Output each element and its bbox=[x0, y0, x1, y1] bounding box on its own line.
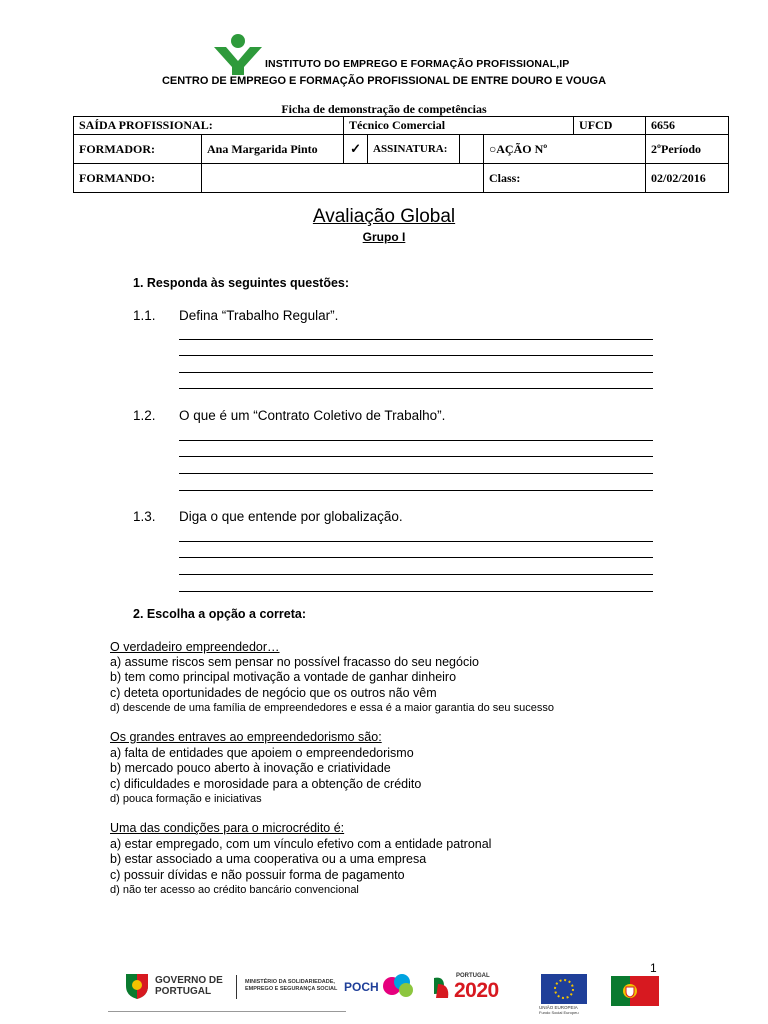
checkmark-cell bbox=[344, 135, 368, 164]
info-table bbox=[73, 116, 729, 193]
answer-line[interactable] bbox=[179, 591, 653, 592]
poch-graphic-icon bbox=[380, 972, 420, 1000]
question-number: 1.3. bbox=[133, 509, 156, 524]
formador-value: Ana Margarida Pinto bbox=[202, 135, 344, 164]
question-stem: Os grandes entraves ao empreendedorismo são: bbox=[110, 730, 382, 744]
question-text: Defina “Trabalho Regular”. bbox=[179, 308, 339, 323]
option-a[interactable]: a) estar empregado, com um vínculo efetivo com a entidade patronal bbox=[110, 837, 492, 851]
portugal-shield-icon bbox=[124, 972, 150, 1000]
saida-label: SAÍDA PROFISSIONAL: bbox=[74, 117, 344, 135]
footer-divider bbox=[236, 975, 237, 999]
date-value: 02/02/2016 bbox=[646, 164, 729, 193]
answer-line[interactable] bbox=[179, 574, 653, 575]
circle-icon: ○ bbox=[489, 141, 497, 156]
option-d[interactable]: d) não ter acesso ao crédito bancário convencional bbox=[110, 884, 359, 896]
option-d[interactable]: d) pouca formação e iniciativas bbox=[110, 793, 262, 805]
answer-line[interactable] bbox=[179, 388, 653, 389]
question-number: 1.1. bbox=[133, 308, 156, 323]
ufcd-label: UFCD bbox=[574, 117, 646, 135]
answer-line[interactable] bbox=[179, 557, 653, 558]
question-stem: Uma das condições para o microcrédito é: bbox=[110, 821, 345, 835]
iefp-logo-icon bbox=[210, 33, 266, 77]
answer-line[interactable] bbox=[179, 372, 653, 373]
formando-field[interactable] bbox=[202, 164, 484, 193]
option-c[interactable]: c) possuir dívidas e não possuir forma de pagamento bbox=[110, 868, 405, 882]
page-subtitle: Grupo I bbox=[362, 230, 406, 244]
page-number: 1 bbox=[650, 961, 657, 975]
portugal-2020-logo: PORTUGAL 2020 bbox=[430, 972, 524, 1002]
p2020-mark-icon bbox=[430, 974, 452, 1002]
answer-line[interactable] bbox=[179, 440, 653, 441]
page-title: Avaliação Global bbox=[312, 206, 456, 227]
option-c[interactable]: c) dificuldades e morosidade para a obtenção de crédito bbox=[110, 777, 422, 791]
option-b[interactable]: b) estar associado a uma cooperativa ou a uma empresa bbox=[110, 852, 427, 866]
institute-name: INSTITUTO DO EMPREGO E FORMAÇÃO PROFISSIONAL,IP bbox=[265, 58, 570, 70]
answer-line[interactable] bbox=[179, 473, 653, 474]
answer-line[interactable] bbox=[179, 541, 653, 542]
ficha-title: Ficha de demonstração de competências bbox=[281, 102, 487, 116]
checkmark-icon: ✓ bbox=[350, 141, 361, 156]
eu-flag-icon bbox=[541, 974, 587, 1004]
question-number: 1.2. bbox=[133, 408, 156, 423]
question-stem: O verdadeiro empreendedor… bbox=[110, 640, 280, 654]
formador-label: FORMADOR: bbox=[74, 135, 202, 164]
centro-name: CENTRO DE EMPREGO E FORMAÇÃO PROFISSIONAL DE ENTRE DOURO E VOUGA bbox=[161, 75, 607, 87]
option-a[interactable]: a) falta de entidades que apoiem o empreendedorismo bbox=[110, 746, 414, 760]
eu-logo: UNIÃO EUROPEIA Fundo Social Europeu bbox=[539, 974, 601, 1014]
ministerio-text: MINISTÉRIO DA SOLIDARIEDADE, EMPREGO E SEGURANÇA SOCIAL bbox=[245, 979, 338, 992]
option-b[interactable]: b) tem como principal motivação a vontade de ganhar dinheiro bbox=[110, 670, 457, 684]
answer-line[interactable] bbox=[179, 490, 653, 491]
option-d[interactable]: d) descende de uma família de empreendedores e essa é a maior garantia do seu sucesso bbox=[110, 702, 554, 714]
answer-line[interactable] bbox=[179, 456, 653, 457]
governo-portugal-logo bbox=[124, 972, 234, 1002]
answer-line[interactable] bbox=[179, 355, 653, 356]
acao-label: ○AÇÃO Nº bbox=[484, 135, 646, 164]
question-text: O que é um “Contrato Coletivo de Trabalho”. bbox=[179, 408, 446, 423]
option-a[interactable]: a) assume riscos sem pensar no possível fracasso do seu negócio bbox=[110, 655, 479, 669]
ufcd-value: 6656 bbox=[646, 117, 729, 135]
class-label: Class: bbox=[484, 164, 646, 193]
saida-value: Técnico Comercial bbox=[344, 117, 574, 135]
governo-text: GOVERNO DE PORTUGAL bbox=[155, 975, 223, 997]
assinatura-field[interactable] bbox=[460, 135, 484, 164]
poch-logo: POCH bbox=[344, 972, 422, 1000]
section1-heading: 1. Responda às seguintes questões: bbox=[133, 276, 350, 290]
answer-line[interactable] bbox=[179, 339, 653, 340]
formando-label: FORMANDO: bbox=[74, 164, 202, 193]
option-c[interactable]: c) deteta oportunidades de negócio que os outros não vêm bbox=[110, 686, 437, 700]
question-text: Diga o que entende por globalização. bbox=[179, 509, 403, 524]
section2-heading: 2. Escolha a opção a correta: bbox=[133, 607, 306, 621]
portugal-flag-icon bbox=[611, 976, 659, 1006]
option-b[interactable]: b) mercado pouco aberto à inovação e criatividade bbox=[110, 761, 391, 775]
footer-rule bbox=[108, 1011, 346, 1012]
assinatura-label: ASSINATURA: bbox=[368, 135, 460, 164]
acao-value: 2ºPeríodo bbox=[646, 135, 729, 164]
